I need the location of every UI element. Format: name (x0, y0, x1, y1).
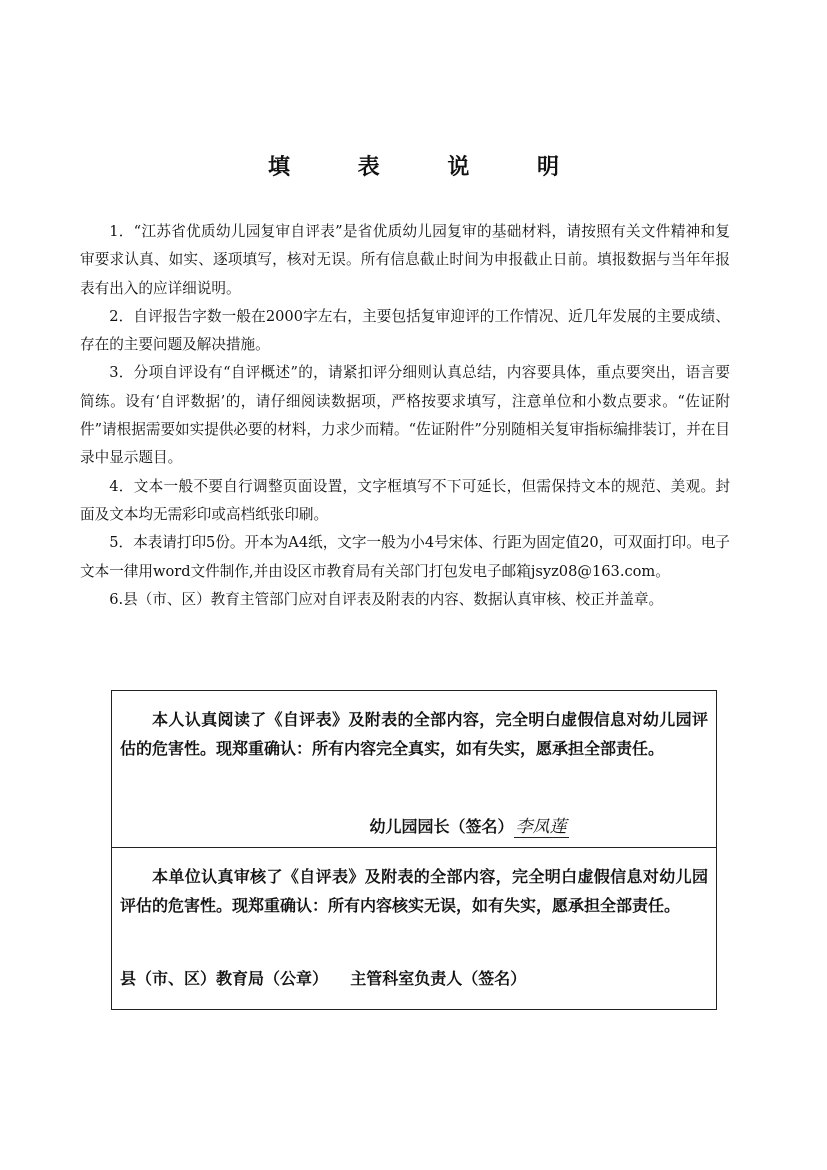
bureau-declaration-text: 本单位认真审核了《自评表》及附表的全部内容，完全明白虚假信息对幼儿园评估的危害性。现郑重确认：所有内容核实无误，如有失实，愿承担全部责任。 (120, 867, 708, 915)
instruction-item-3: 3．分项自评设有“自评概述”的，请紧扣评分细则认真总结，内容要具体，重点要突出，语言要简练。设有‘自评数据’的，请仔细阅读数据项，严格按要求填写，注意单位和小数点要求。“佐证附件”请根据需要如实提供必要的材料，力求少而精。“佐证附件”分别随相关复审指标编排装订，并在目录中显示题目。 (80, 364, 730, 467)
principal-declaration-section (112, 691, 716, 848)
instruction-item-1: 1．“江苏省优质幼儿园复审自评表”是省优质幼儿园复审的基础材料，请按照有关文件精神和复审要求认真、如实、逐项填写，核对无误。所有信息截止时间为申报截止日前。填报数据与当年年报表有出入的应详细说明。 (80, 223, 730, 297)
principal-sign-label: 幼儿园园长（签名） (369, 817, 514, 836)
principal-sign-row (112, 814, 716, 838)
bureau-declaration-section (112, 848, 716, 1009)
instruction-item-2: 2．自评报告字数一般在2000字左右，主要包括复审迎评的工作情况、近几年发展的主要成绩、存在的主要问题及解决措施。 (80, 307, 730, 354)
principal-signature: 李凤莲 (515, 817, 567, 837)
principal-declaration-text: 本人认真阅读了《自评表》及附表的全部内容，完全明白虚假信息对幼儿园评估的危害性。现郑重确认：所有内容完全真实，如有失实，愿承担全部责任。 (120, 710, 708, 758)
instruction-item-5: 5．本表请打印5份。开本为A4纸，文字一般为小4号宋体、行距为固定值20，可双面打印。电子文本一律用word文件制作,并由设区市教育局有关部门打包发电子邮箱jsyz08@163.com。 (80, 534, 731, 580)
page-title: 填 表 说 明 (268, 155, 589, 180)
instruction-item-6: 6.县（市、区）教育主管部门应对自评表及附表的内容、数据认真审核、校正并盖章。 (109, 590, 664, 608)
bureau-sign-line: 县（市、区）教育局（公章） 主管科室负责人（签名） (120, 969, 527, 988)
instructions-list (80, 218, 730, 614)
instruction-item-4: 4．文本一般不要自行调整页面设置，文字框填写不下可延长，但需保持文本的规范、美观。封面及文本均无需彩印或高档纸张印刷。 (80, 477, 730, 523)
declaration-table (111, 690, 717, 1010)
